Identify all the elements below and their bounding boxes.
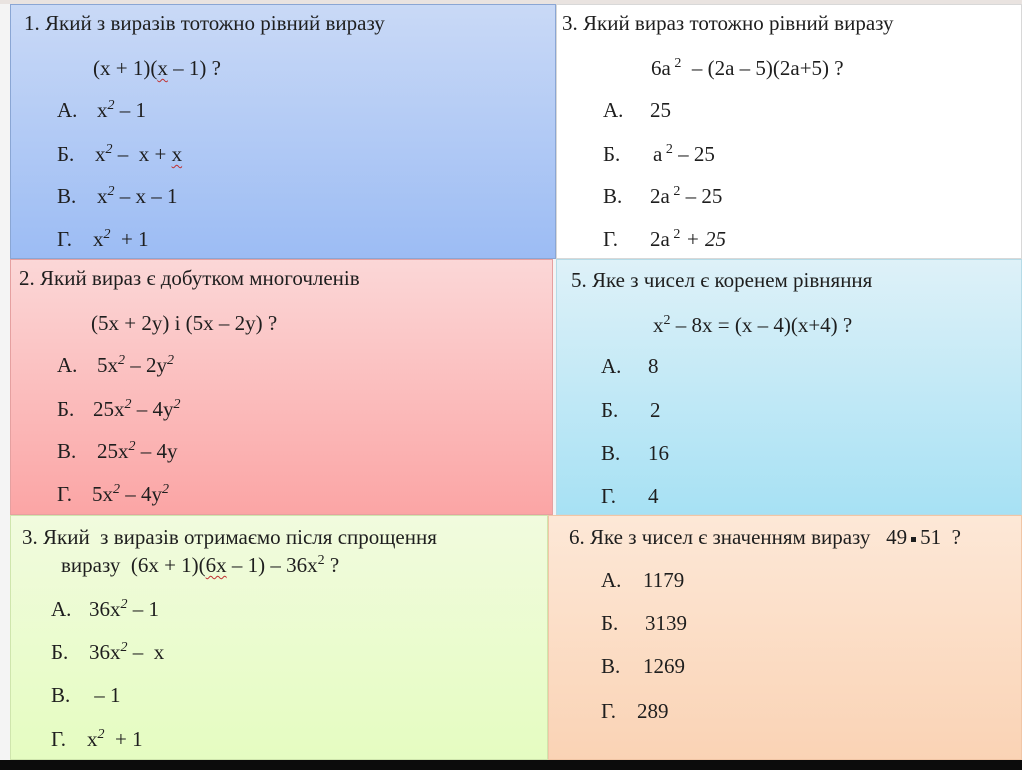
answer-b[interactable]: Б. 3139 <box>601 611 687 635</box>
question-title: 3. Який з виразів отримаємо після спрощення <box>22 525 437 549</box>
answer-g[interactable]: Г. 289 <box>601 699 669 723</box>
question-title: 2. Який вираз є добутком многочленів <box>19 266 360 290</box>
question-title: 5. Яке з чисел є коренем рівняння <box>571 268 873 292</box>
question-title: 6. Яке з чисел є значенням виразу 49 51 ? <box>569 525 961 549</box>
answer-v[interactable]: В. – 1 <box>51 683 121 707</box>
answer-b[interactable]: Б. $x^2 - x + x$ <box>57 142 183 166</box>
question-title: 3. Який вираз тотожно рівний виразу <box>562 11 894 35</box>
answer-v[interactable]: В. $25x^2 - 4y$ <box>57 439 178 463</box>
answer-a[interactable]: А. 8 <box>601 354 659 378</box>
answer-v[interactable]: В. 2a $^2$ – 25 <box>603 184 723 208</box>
answer-g[interactable]: Г. $x^2 + 1$ <box>57 227 149 251</box>
answer-g[interactable]: Г. $5x^2 - 4y^2$ <box>57 482 169 506</box>
answer-b[interactable]: Б. $36x^2$ – x <box>51 640 165 664</box>
answer-a[interactable]: А. $5x^2 - 2y^2$ <box>57 353 174 377</box>
answer-b[interactable]: Б. $25x^2 - 4y^2$ <box>57 397 181 421</box>
answer-a[interactable]: А. 1179 <box>601 568 685 592</box>
question-expression: виразу $(6x + 1)(6x - 1) - 36x^2$ ? <box>61 553 340 577</box>
answer-g[interactable]: Г. 2a $^2$ + 25 <box>603 227 726 251</box>
answer-v[interactable]: В. $x^2$ – x – 1 <box>57 184 178 208</box>
answer-a[interactable]: А. 25 <box>603 98 671 122</box>
question-expression: $x^2 - 8x = (x - 4)(x+4)$ ? <box>653 313 853 337</box>
question-card-3b <box>10 515 548 760</box>
answer-v[interactable]: В. 1269 <box>601 654 685 678</box>
answer-v[interactable]: В. 16 <box>601 441 669 465</box>
question-card-5 <box>556 259 1022 515</box>
answer-g[interactable]: Г. 4 <box>601 484 659 508</box>
answer-b[interactable]: Б. 2 <box>601 398 661 422</box>
answer-b[interactable]: Б. a $^2$ – 25 <box>603 142 715 166</box>
question-card-6 <box>548 515 1022 760</box>
multiply-dot-icon <box>911 537 916 542</box>
question-expression: (x + 1)(x – 1) ? <box>93 56 221 80</box>
answer-g[interactable]: Г. $x^2 + 1$ <box>51 727 143 751</box>
question-title: 1. Який з виразів тотожно рівний виразу <box>24 11 385 35</box>
question-card-2 <box>10 259 553 515</box>
question-card-1 <box>10 4 556 259</box>
bottom-bar <box>0 760 1022 770</box>
answer-a[interactable]: А. $36x^2 - 1$ <box>51 597 159 621</box>
answer-a[interactable]: А. $x^2 - 1$ <box>57 98 146 122</box>
question-card-3 <box>556 4 1022 259</box>
question-expression: 6a $^2$ – (2a – 5)(2a+5) ? <box>651 56 844 80</box>
question-expression: (5x + 2y) і (5x – 2y) ? <box>91 311 278 335</box>
